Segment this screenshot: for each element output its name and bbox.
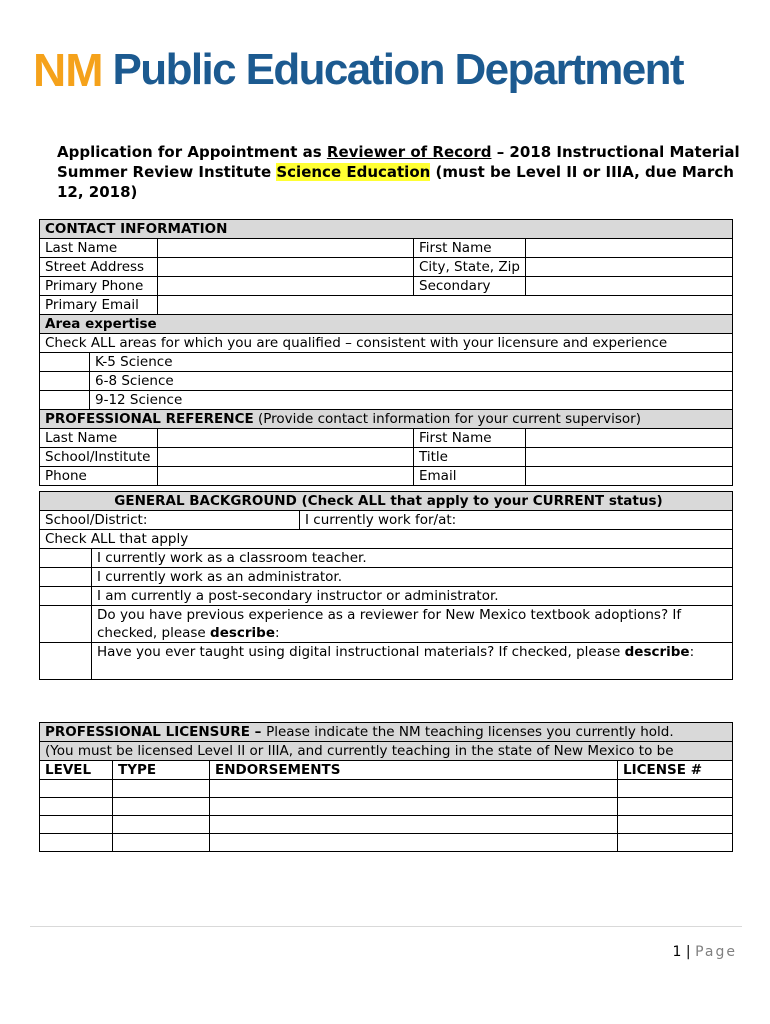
nm-ped-logo	[33, 44, 683, 96]
background-checkbox[interactable]	[40, 587, 92, 606]
area-checkbox[interactable]	[40, 391, 90, 410]
license-row	[40, 834, 733, 852]
endorsements-field[interactable]	[210, 798, 618, 816]
last-name-label: Last Name	[40, 239, 158, 258]
question-bold: describe	[624, 644, 690, 660]
level-field[interactable]	[40, 798, 113, 816]
ref-last-name-field[interactable]	[158, 429, 414, 448]
ref-title-field[interactable]	[526, 448, 733, 467]
area-instructions: Check ALL areas for which you are qualified – consistent with your licensure and experience	[40, 334, 733, 353]
ref-email-label: Email	[414, 467, 526, 486]
background-header: GENERAL BACKGROUND (Check ALL that apply to your CURRENT status)	[40, 492, 733, 511]
phone-field[interactable]	[158, 277, 414, 296]
col-license-number: LICENSE #	[618, 761, 733, 780]
license-number-field[interactable]	[618, 834, 733, 852]
background-table	[39, 491, 733, 680]
license-row	[40, 798, 733, 816]
ref-title-label: Title	[414, 448, 526, 467]
background-checkbox[interactable]	[40, 606, 92, 643]
question-text: Have you ever taught using digital instructional materials? If checked, please	[97, 644, 625, 660]
background-option: I currently work as an administrator.	[92, 568, 733, 587]
type-field[interactable]	[113, 798, 210, 816]
level-field[interactable]	[40, 816, 113, 834]
type-field[interactable]	[113, 834, 210, 852]
area-option: 9-12 Science	[90, 391, 733, 410]
endorsements-field[interactable]	[210, 816, 618, 834]
title-underlined: Reviewer of Record	[326, 143, 492, 161]
reference-header-title: PROFESSIONAL REFERENCE	[45, 411, 254, 427]
reference-header	[40, 410, 733, 429]
license-row	[40, 816, 733, 834]
title-part: (must be Level II or IIIA, due March 12, 2018)	[57, 163, 734, 201]
question-text: Do you have previous experience as a reviewer for New Mexico textbook adoptions? If checked, please	[97, 607, 682, 641]
ref-email-field[interactable]	[526, 467, 733, 486]
endorsements-field[interactable]	[210, 780, 618, 798]
ref-phone-label: Phone	[40, 467, 158, 486]
type-field[interactable]	[113, 780, 210, 798]
ref-first-name-field[interactable]	[526, 429, 733, 448]
street-field[interactable]	[158, 258, 414, 277]
secondary-field[interactable]	[526, 277, 733, 296]
street-label: Street Address	[40, 258, 158, 277]
background-checkbox[interactable]	[40, 568, 92, 587]
city-field[interactable]	[526, 258, 733, 277]
title-highlight: Science Education	[276, 163, 431, 181]
licensure-header-title: PROFESSIONAL LICENSURE –	[45, 724, 267, 740]
area-checkbox[interactable]	[40, 353, 90, 372]
licensure-header-text: Please indicate the NM teaching licenses you currently hold.	[266, 724, 674, 740]
licensure-header	[40, 723, 733, 742]
contact-header: CONTACT INFORMATION	[40, 220, 733, 239]
licensure-note: (You must be licensed Level II or IIIA, and currently teaching in the state of New Mexico to be	[40, 742, 733, 761]
page-separator: |	[685, 944, 691, 960]
logo-nm: NM	[33, 44, 103, 96]
area-header: Area expertise	[40, 315, 733, 334]
reference-header-note: (Provide contact information for your current supervisor)	[253, 411, 641, 427]
background-option: I am currently a post-secondary instructor or administrator.	[92, 587, 733, 606]
ref-phone-field[interactable]	[158, 467, 414, 486]
background-checkbox[interactable]	[40, 549, 92, 568]
ref-last-name-label: Last Name	[40, 429, 158, 448]
email-field[interactable]	[158, 296, 733, 315]
page-number: 1	[672, 944, 682, 960]
document-title	[57, 142, 747, 202]
title-part: Application for Appointment as	[57, 143, 327, 161]
question-text: :	[275, 625, 280, 641]
license-number-field[interactable]	[618, 798, 733, 816]
contact-table	[39, 219, 733, 486]
first-name-label: First Name	[414, 239, 526, 258]
city-label: City, State, Zip	[414, 258, 526, 277]
ref-school-field[interactable]	[158, 448, 414, 467]
page-label: Page	[695, 944, 737, 960]
level-field[interactable]	[40, 834, 113, 852]
ref-school-label: School/Institute	[40, 448, 158, 467]
secondary-label: Secondary	[414, 277, 526, 296]
last-name-field[interactable]	[158, 239, 414, 258]
digital-materials-question	[92, 643, 733, 680]
endorsements-field[interactable]	[210, 834, 618, 852]
background-checkbox[interactable]	[40, 643, 92, 680]
footer-divider	[30, 926, 742, 927]
ref-first-name-label: First Name	[414, 429, 526, 448]
area-option: 6-8 Science	[90, 372, 733, 391]
district-label: School/District:	[40, 511, 300, 530]
area-checkbox[interactable]	[40, 372, 90, 391]
col-type: TYPE	[113, 761, 210, 780]
col-level: LEVEL	[40, 761, 113, 780]
col-endorsements: ENDORSEMENTS	[210, 761, 618, 780]
email-label: Primary Email	[40, 296, 158, 315]
first-name-field[interactable]	[526, 239, 733, 258]
question-text: :	[689, 644, 695, 660]
question-bold: describe	[210, 625, 275, 641]
area-option: K-5 Science	[90, 353, 733, 372]
license-row	[40, 780, 733, 798]
license-number-field[interactable]	[618, 816, 733, 834]
background-option: I currently work as a classroom teacher.	[92, 549, 733, 568]
reviewer-experience-question	[92, 606, 733, 643]
licensure-table	[39, 722, 733, 852]
phone-label: Primary Phone	[40, 277, 158, 296]
work-at-label: I currently work for/at:	[300, 511, 733, 530]
type-field[interactable]	[113, 816, 210, 834]
title-part: – 2018 Instructional Material Summer Review Institute	[57, 143, 740, 181]
logo-text: Public Education Department	[112, 45, 683, 94]
page-footer	[673, 944, 737, 960]
license-number-field[interactable]	[618, 780, 733, 798]
check-all-label: Check ALL that apply	[40, 530, 733, 549]
level-field[interactable]	[40, 780, 113, 798]
